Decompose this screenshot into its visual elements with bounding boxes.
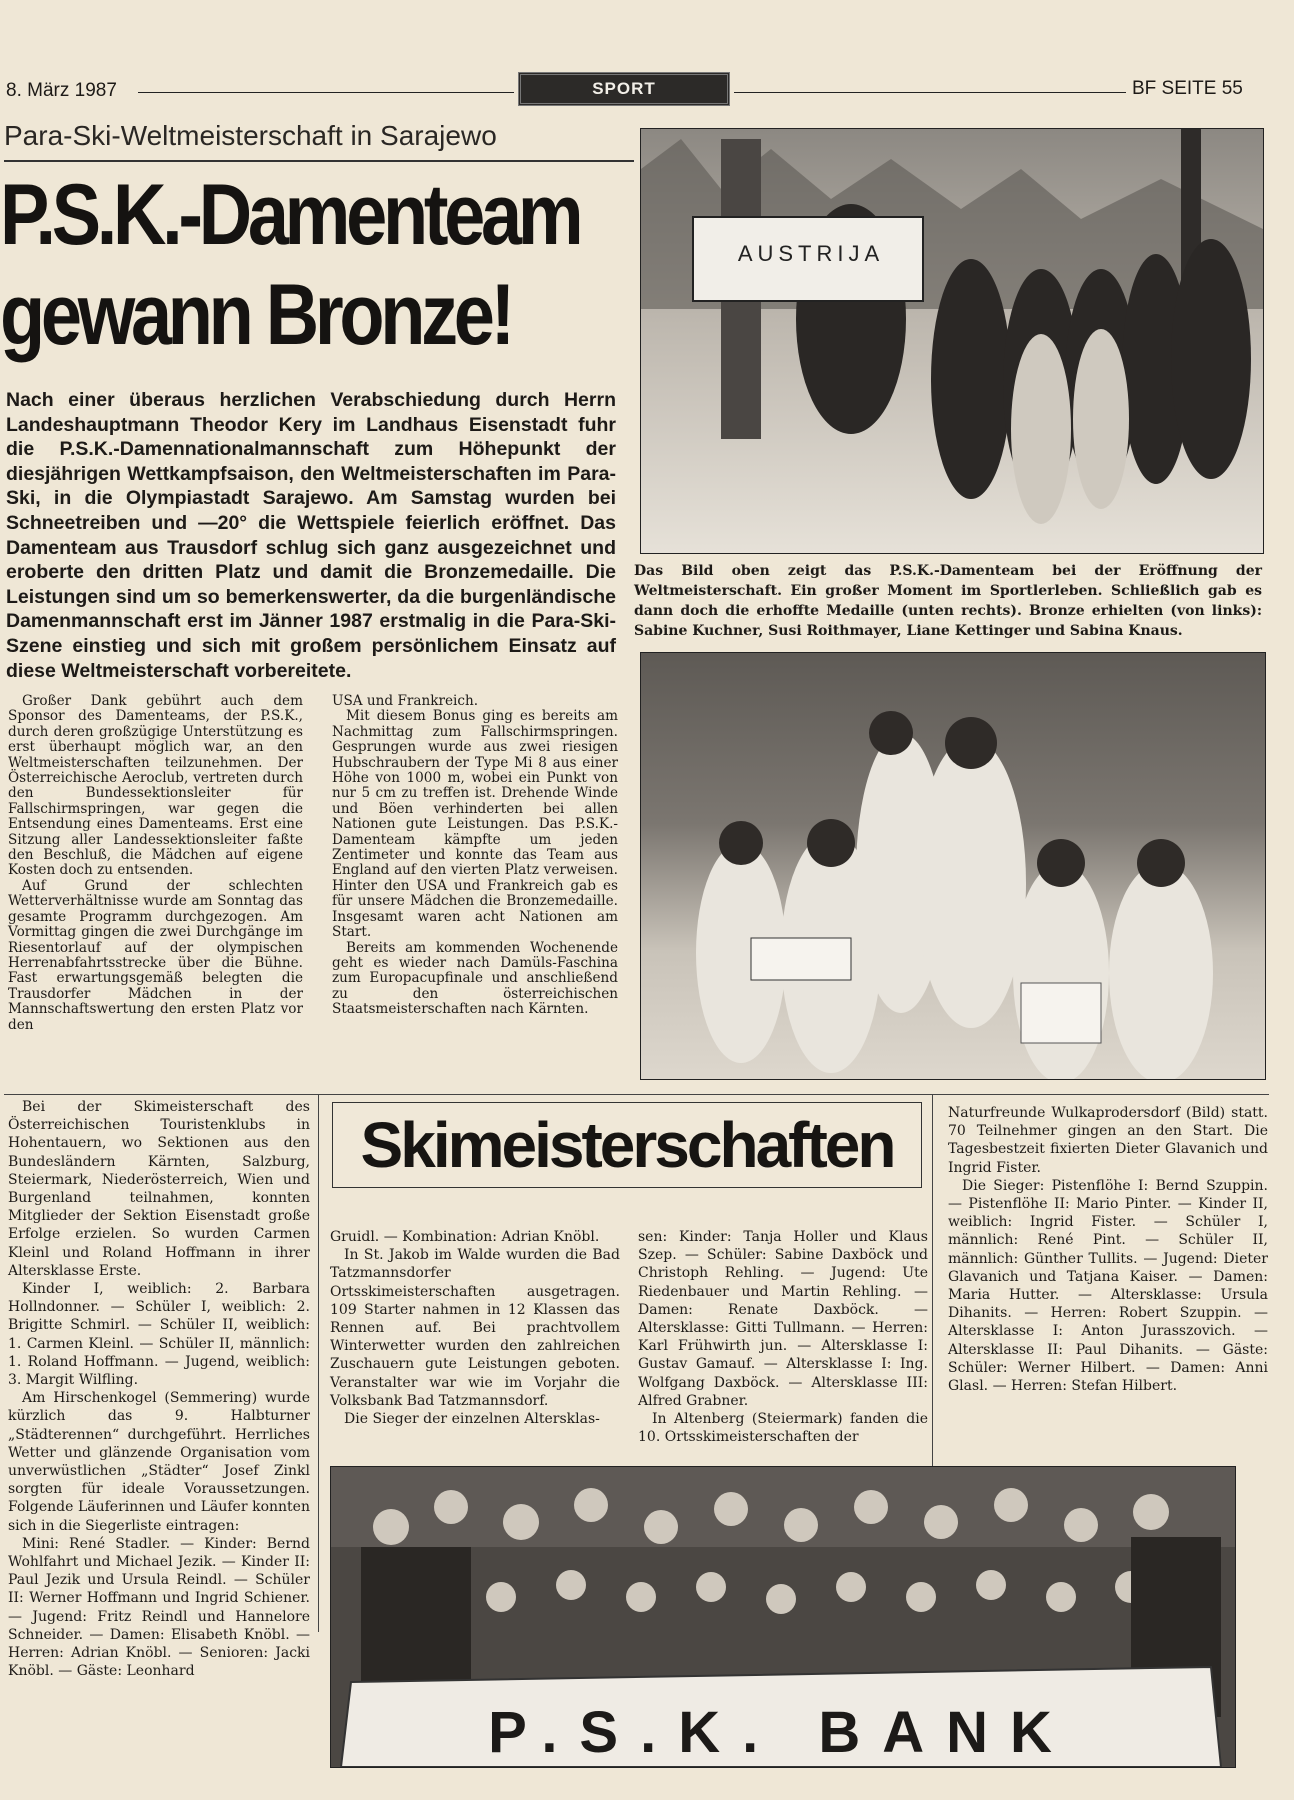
photo-caption: Das Bild oben zeigt das P.S.K.-Damenteam bei der Eröffnung der Weltmeisterschaft. Ein großer Moment im Sportlerleben. Schließlich gab es dann doch die erhoffte Medaille (unten rechts). Bronze erhielten (von links): Sabine Kuchner, Susi Roithmayer, Liane Kettinger und Sabina Knaus. xyxy=(634,563,1262,639)
header-rule-right xyxy=(734,92,1126,93)
article-column-2 xyxy=(332,694,618,1018)
austrija-sign: AUSTRIJA xyxy=(737,241,885,266)
ski-mid-column-2 xyxy=(638,1228,928,1446)
ski-mid-column-1 xyxy=(330,1228,620,1428)
paragraph: Mini: René Stadler. — Kinder: Bernd Wohlfahrt und Michael Jezik. — Kinder II: Paul Jezik und Ursula Reindl. — Schüler II: Werner Hoffmann und Ingrid Schiener. — Jugend: Fritz Reindl und Hannelore Schneider. — Damen: Elisabeth Knöbl. — Herren: Adrian Knöbl. — Senioren: Jacki Knöbl. — Gäste: Leonhard xyxy=(8,1535,310,1680)
section-divider xyxy=(4,1094,1269,1095)
paragraph: Naturfreunde Wulkaprodersdorf (Bild) statt. 70 Teilnehmer gingen an den Start. Die Tagesbestzeit fixierten Dieter Glavanich und Ingrid Fister. xyxy=(948,1105,1268,1176)
issue-date: 8. März 1987 xyxy=(6,80,117,101)
header-rule-left xyxy=(138,92,514,93)
paragraph: Mit diesem Bonus ging es bereits am Nachmittag zum Fallschirmspringen. Gesprungen wurde aus zwei riesigen Hubschraubern der Type Mi 8 aus einer Höhe von 1000 m, wobei ein Punkt von nur 5 cm zu treffen ist. Drehende Winde und Böen verhinderten bei allen Nationen gute Leistungen. Das P.S.K.-Damenteam kämpfte um jeden Zentimeter und konnte das Team aus England auf den vierten Platz verweisen. Hinter den USA und Frankreich gab es für unsere Mädchen die Bronzemedaille. Insgesamt waren acht Nationen am Start. xyxy=(332,708,618,941)
article-column-1 xyxy=(8,694,303,1033)
paragraph: Gruidl. — Kombination: Adrian Knöbl. xyxy=(330,1229,600,1245)
photo-opening-ceremony xyxy=(640,128,1264,554)
article-kicker: Para-Ski-Weltmeisterschaft in Sarajewo xyxy=(4,120,497,151)
paragraph: Kinder I, weiblich: 2. Barbara Hollndonner. — Schüler I, weiblich: 2. Brigitte Schmirl. — Schüler II, weiblich: 1. Carmen Kleinl. — Schüler II, männlich: 1. Roland Hoffmann. — Jugend, weiblich: 3. Margit Wilfling. xyxy=(8,1281,310,1389)
paragraph: In St. Jakob im Walde wurden die Bad Tatzmannsdorfer Ortsskimeisterschaften ausgetragen. 109 Starter nahmen in 12 Klassen das Rennen auf. Bei prachtvollem Winterwetter wurden den zahlreichen Zuschauern gute Leistungen geboten. Veranstalter war wie im Vorjahr die Volksbank Bad Tatzmannsdorf. xyxy=(330,1247,620,1409)
column-rule-right xyxy=(932,1094,933,1470)
ski-left-column xyxy=(8,1098,310,1681)
paragraph: sen: Kinder: Tanja Holler und Klaus Szep. — Schüler: Sabine Daxböck und Christoph Rehling. — Jugend: Ute Riedenbauer und Martin Rehling. — Damen: Renate Daxböck. — Altersklasse: Gitti Tullmann. — Herren: Karl Frühwirth jun. — Altersklasse I: Gustav Gamauf. — Altersklasse I: Ing. Wolfgang Daxböck. — Altersklasse III: Alfred Grabner. xyxy=(638,1229,928,1409)
photo-naturfreunde-group xyxy=(330,1466,1236,1768)
column-rule-left xyxy=(318,1094,319,1632)
ski-title: Skimeisterschaften xyxy=(332,1102,922,1188)
photo-bronze-team xyxy=(640,652,1266,1080)
page-number: BF SEITE 55 xyxy=(1132,78,1243,99)
paragraph: In Altenberg (Steiermark) fanden die 10. Ortsskimeisterschaften der xyxy=(638,1411,928,1446)
headline-line-2: gewann Bronze! xyxy=(0,267,511,363)
paragraph: Am Hirschenkogel (Semmering) wurde kürzlich das 9. Halbturner „Städterennen“ durchgeführt. Herrliches Wetter und glänzende Organisation vom unverwüstlichen „Städter“ Josef Zinkl sorgten für ideale Voraussetzungen. Folgende Läuferinnen und Läufer konnten sich in die Siegerliste eintragen: xyxy=(8,1390,310,1534)
paragraph: Die Sieger: Pistenflöhe I: Bernd Szuppin. — Pistenflöhe II: Mario Pinter. — Kinder II, weiblich: Ingrid Fister. — Schüler I, männlich: René Pint. — Schüler II, männlich: Günther Tullits. — Jugend: Dieter Glavanich und Tatjana Kaiser. — Damen: Maria Hutter. — Altersklasse: Ursula Dihanits. — Herren: Robert Szuppin. — Altersklasse I: Anton Jurasszovich. — Altersklasse II: Paul Dihanits. — Gäste: Schüler: Werner Hilbert. — Damen: Anni Glasl. — Herren: Stefan Hilbert. xyxy=(948,1177,1268,1395)
photo-bronze-image xyxy=(641,653,1265,1079)
paragraph: Bereits am kommenden Wochenende geht es wieder nach Damüls-Faschina zum Europacupfinale und anschließend zu den österreichischen Staatsmeisterschaften nach Kärnten. xyxy=(332,939,618,1018)
section-label: SPORT xyxy=(518,72,730,106)
headline-line-1: P.S.K.-Damenteam xyxy=(0,167,580,263)
article-lead: Nach einer überaus herzlichen Verabschiedung durch Herrn Landeshauptmann Theodor Kery im Landhaus Eisenstadt fuhr die P.S.K.-Damennationalmannschaft zum Höhepunkt der diesjährigen Wettkampfsaison, den Weltmeisterschaften im Para-Ski, in die Olympiastadt Sarajewo. Am Samstag wurden bei Schneetreiben und —20° die Wettspiele feierlich eröffnet. Das Damenteam aus Trausdorf schlug sich ganz ausgezeichnet und eroberte den dritten Platz und damit die Bronzemedaille. Die Leistungen sind um so bemerkenswerter, da die burgenländische Damenmannschaft erst im Jänner 1987 erstmalig in die Para-Ski-Szene einstieg und sich mit großem persönlichem Einsatz auf diese Weltmeisterschaft vorbereitete. xyxy=(6,389,616,682)
paragraph: Die Sieger der einzelnen Altersklas- xyxy=(344,1411,600,1428)
psk-bank-banner: P.S.K. BANK xyxy=(488,1700,1074,1765)
photo-opening-image xyxy=(641,129,1263,553)
kicker-rule xyxy=(4,160,634,162)
paragraph: Auf Grund der schlechten Wetterverhältnisse wurde am Sonntag das gesamte Programm durchgezogen. Am Vormittag gingen die zwei Durchgänge im Riesentorlauf auf der olympischen Herrenabfahrtsstrecke über die Bühne. Fast erwartungsgemäß belegten die Trausdorfer Mädchen in der Mannschaftswertung den ersten Platz vor den xyxy=(8,877,303,1033)
paragraph: USA und Frankreich. xyxy=(332,693,479,709)
ski-right-column xyxy=(948,1104,1268,1395)
paragraph: Bei der Skimeisterschaft des Österreichischen Touristenklubs in Hohentauern, wo Sektionen aus den Bundesländern Kärnten, Salzburg, Steiermark, Niederösterreich, Wien und Burgenland teilnahmen, konnten Mitglieder der Sektion Eisenstadt große Erfolge erzielen. So wurden Carmen Kleinl und Roland Hoffmann in ihrer Altersklasse Erste. xyxy=(8,1099,310,1279)
paragraph: Großer Dank gebührt auch dem Sponsor des Damenteams, der P.S.K., durch deren großzügige Unterstützung es erst überhaupt möglich war, an den Weltmeisterschaften teilzunehmen. Der Österreichische Aeroclub, vertreten durch den Bundessektionsleiter für Fallschirmspringen, war gegen die Entsendung eines Damenteams. Erst eine Sitzung aller Landessektionsleiter faßte den Beschluß, die Mädchen auf eigene Kosten doch zu entsenden. xyxy=(8,693,303,879)
